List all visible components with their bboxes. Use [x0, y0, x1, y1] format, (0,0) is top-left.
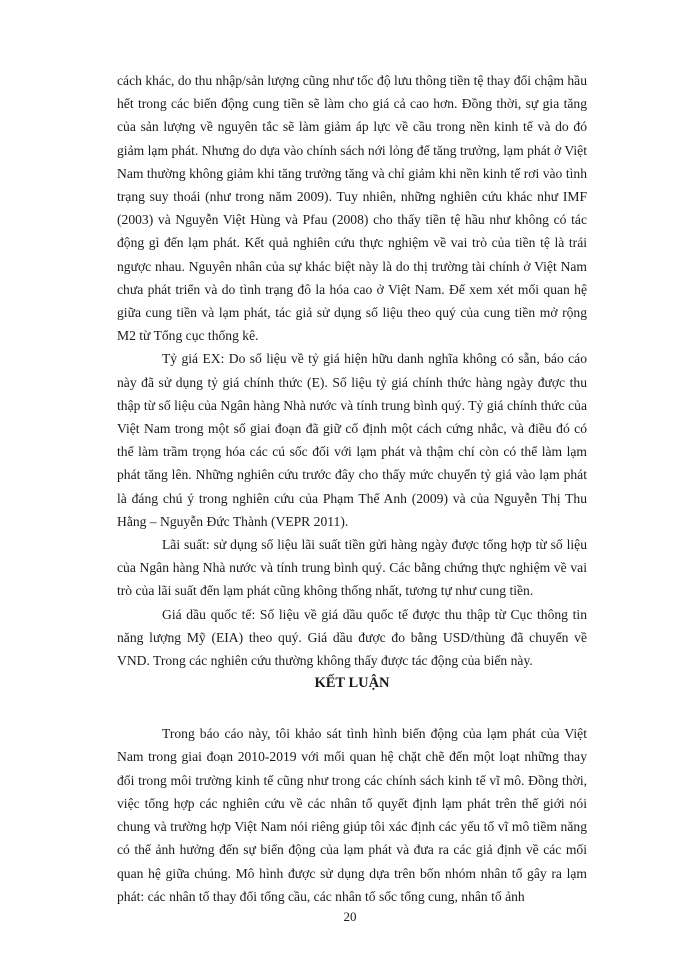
body-text	[117, 69, 587, 908]
paragraph-money-supply: cách khác, do thu nhập/sản lượng cũng như tốc độ lưu thông tiền tệ thay đổi chậm hầu hết trong các biến động cung tiền sẽ làm cho giá cả cao hơn. Đồng thời, sự gia tăng của sản lượng về nguyên tắc sẽ làm giảm áp lực về cầu trong nền kinh tế và do đó giảm lạm phát. Nhưng do dựa vào chính sách nới lỏng để tăng trưởng, lạm phát ở Việt Nam thường không giảm khi tăng trưởng tăng và chỉ giảm khi nền kinh tế rơi vào tình trạng suy thoái (như trong năm 2009). Tuy nhiên, những nghiên cứu khác như IMF (2003) và Nguyễn Việt Hùng và Pfau (2008) cho thấy tiền tệ hầu như không có tác động gì đến lạm phát. Kết quả nghiên cứu thực nghiệm về vai trò của tiền tệ là trái ngược nhau. Nguyên nhân của sự khác biệt này là do thị trường tài chính ở Việt Nam chưa phát triển và do tình trạng đô la hóa cao ở Việt Nam. Để xem xét mối quan hệ giữa cung tiền và lạm phát, tác giả sử dụng số liệu theo quý của cung tiền mở rộng M2 từ Tổng cục thống kê.	[117, 73, 587, 344]
page-number: 20	[343, 909, 357, 924]
paragraph-interest-rate: Lãi suất: sử dụng số liệu lãi suất tiền gửi hàng ngày được tổng hợp từ số liệu của Ngân hàng Nhà nước và tính trung bình quý. Các bằng chứng thực nghiệm về vai trò của lãi suất đến lạm phát cũng không thống nhất, tương tự như cung tiền.	[117, 537, 587, 599]
paragraph-exchange-rate: Tỷ giá EX: Do số liệu về tỷ giá hiện hữu danh nghĩa không có sẵn, báo cáo này đã sử dụng tỷ giá chính thức (E). Số liệu tỷ giá chính thức hàng ngày được thu thập từ số liệu của Ngân hàng Nhà nước và tính trung bình quý. Tỷ giá chính thức của Việt Nam trong một số giai đoạn đã giữ cố định một cách cứng nhắc, và điều đó có thể làm trầm trọng hóa các cú sốc đối với lạm phát và thậm chí còn có thể làm lạm phát tăng lên. Những nghiên cứu trước đây cho thấy mức chuyển tỷ giá vào lạm phát là đáng chú ý trong nghiên cứu của Phạm Thế Anh (2009) và của Nguyễn Thị Thu Hằng – Nguyễn Đức Thành (VEPR 2011).	[117, 351, 587, 529]
paragraph-conclusion: Trong báo cáo này, tôi khảo sát tình hình biến động của lạm phát của Việt Nam trong giai đoạn 2010-2019 với mối quan hệ chặt chẽ đến một loạt những thay đổi trong môi trường kinh tế cũng như trong các chính sách kinh tế vĩ mô. Đồng thời, việc tổng hợp các nghiên cứu về các nhân tố quyết định lạm phát trên thế giới nói chung và trường hợp Việt Nam nói riêng giúp tôi xác định các yếu tố vĩ mô tiềm năng có thể ảnh hưởng đến sự biến động của lạm phát và đưa ra các giả định về các mối quan hệ giữa chúng. Mô hình được sử dụng dựa trên bốn nhóm nhân tố gây ra lạm phát: các nhân tố thay đổi tổng cầu, các nhân tố sốc tổng cung, nhân tố ảnh	[117, 726, 587, 904]
section-heading-conclusion: KẾT LUẬN	[314, 675, 390, 692]
paragraph-oil-price: Giá dầu quốc tế: Số liệu về giá dầu quốc tế được thu thập từ Cục thông tin năng lượng Mỹ (EIA) theo quý. Giá dầu được đo bằng USD/thùng đã chuyển về VND. Trong các nghiên cứu thường không thấy được tác động của biến này.	[117, 606, 587, 669]
